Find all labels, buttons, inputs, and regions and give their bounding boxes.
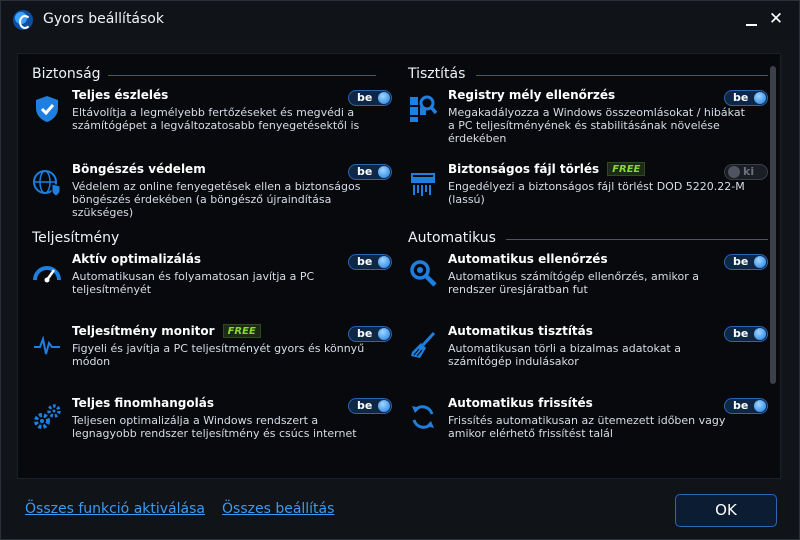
- shield-check-icon: [32, 94, 64, 126]
- section-divider: [506, 239, 768, 240]
- toggle-knob: [754, 92, 766, 104]
- setting-name: Teljes észlelés: [72, 88, 169, 102]
- auto-clean-toggle[interactable]: [724, 326, 768, 342]
- shredder-icon: [408, 168, 440, 200]
- setting-description: Megakadályozza a Windows összeomlásokat / hibákat a PC teljesítményének és stabilitásának növelése érdekében: [448, 106, 745, 145]
- setting-name: Automatikus frissítés: [448, 396, 593, 410]
- toggle-label: be: [733, 399, 749, 412]
- setting-registry-deep-scan: [408, 88, 768, 162]
- setting-auto-scan: [408, 252, 768, 324]
- auto-update-toggle[interactable]: [724, 398, 768, 414]
- setting-name: Automatikus tisztítás: [448, 324, 593, 338]
- setting-secure-file-delete: [408, 162, 768, 220]
- section-automatic: [408, 230, 768, 252]
- setting-auto-clean: [408, 324, 768, 396]
- setting-description: Engedélyezi a biztonságos fájl törlést DOD 5220.22-M (lassú): [448, 180, 745, 206]
- setting-description: Figyeli és javítja a PC teljesítményét gyors és könnyű módon: [72, 342, 365, 368]
- auto-scan-toggle[interactable]: [724, 254, 768, 270]
- globe-shield-icon: [32, 168, 64, 200]
- setting-name: Automatikus ellenőrzés: [448, 252, 608, 266]
- toggle-knob: [378, 400, 390, 412]
- setting-auto-update: [408, 396, 768, 468]
- section-title: Biztonság: [32, 66, 101, 82]
- toggle-label: be: [733, 91, 749, 104]
- setting-full-tuning: [32, 396, 392, 468]
- left-column: [32, 54, 392, 468]
- toggle-knob: [754, 328, 766, 340]
- all-settings-link[interactable]: Összes beállítás: [222, 501, 335, 517]
- gears-icon: [32, 402, 64, 434]
- toggle-label: be: [357, 255, 373, 268]
- setting-name: Biztonságos fájl törlés: [448, 162, 600, 176]
- scrollbar[interactable]: [770, 66, 776, 384]
- settings-panel: [17, 53, 781, 479]
- setting-name-row: [72, 324, 261, 338]
- section-divider: [476, 75, 768, 76]
- setting-description: Automatikus számítógép ellenőrzés, amikor a rendszer üresjáratban fut: [448, 270, 700, 296]
- setting-description: Eltávolítja a legmélyebb fertőzéseket és megvédi a számítógépet a legváltozatosabb fenyegetésektől is: [72, 106, 360, 132]
- magnifier-icon: [408, 258, 440, 290]
- toggle-label: be: [357, 165, 373, 178]
- refresh-icon: [408, 402, 440, 434]
- performance-monitor-toggle[interactable]: [348, 326, 392, 342]
- toggle-label: be: [357, 399, 373, 412]
- setting-name-row: [448, 162, 645, 176]
- setting-description: Védelem az online fenyegetések ellen a biztonságos böngészés érdekében (a böngésző újraindítása szükséges): [72, 180, 361, 219]
- section-performance: [32, 230, 392, 252]
- window-title: Gyors beállítások: [43, 11, 164, 27]
- setting-active-optimization: [32, 252, 392, 324]
- registry-deep-scan-toggle[interactable]: [724, 90, 768, 106]
- section-title: Tisztítás: [408, 66, 466, 82]
- section-cleaning: [408, 66, 768, 88]
- toggle-label: be: [357, 91, 373, 104]
- toggle-knob: [378, 166, 390, 178]
- setting-description: Automatikusan és folyamatosan javítja a PC teljesítményét: [72, 270, 315, 296]
- toggle-knob: [378, 92, 390, 104]
- right-column: [408, 54, 768, 468]
- setting-performance-monitor: [32, 324, 392, 396]
- setting-full-detection: [32, 88, 392, 162]
- section-security: [32, 66, 392, 88]
- setting-name: Aktív optimalizálás: [72, 252, 202, 266]
- section-divider: [108, 75, 376, 76]
- full-detection-toggle[interactable]: [348, 90, 392, 106]
- registry-search-icon: [408, 94, 440, 126]
- footer: [1, 481, 799, 539]
- section-title: Automatikus: [408, 230, 496, 246]
- toggle-label: be: [733, 327, 749, 340]
- pulse-icon: [32, 330, 64, 362]
- broom-icon: [408, 330, 440, 362]
- toggle-knob: [378, 328, 390, 340]
- setting-name: Registry mély ellenőrzés: [448, 88, 616, 102]
- minimize-button[interactable]: [741, 8, 763, 30]
- free-badge: FREE: [607, 162, 645, 176]
- free-badge: FREE: [223, 324, 261, 338]
- toggle-knob: [754, 400, 766, 412]
- setting-name: Teljesítmény monitor: [72, 324, 215, 338]
- toggle-label: ki: [743, 165, 755, 178]
- activate-all-link[interactable]: Összes funkció aktiválása: [25, 501, 205, 517]
- close-button[interactable]: ✕: [768, 9, 784, 29]
- toggle-knob: [378, 256, 390, 268]
- setting-description: Automatikusan törli a bizalmas adatokat a számítógép indulásakor: [448, 342, 681, 368]
- ok-button[interactable]: OK: [675, 494, 777, 527]
- title-bar: [1, 1, 799, 39]
- full-tuning-toggle[interactable]: [348, 398, 392, 414]
- toggle-label: be: [733, 255, 749, 268]
- setting-name: Teljes finomhangolás: [72, 396, 214, 410]
- setting-browsing-protection: [32, 162, 392, 220]
- toggle-knob: [728, 166, 740, 178]
- browsing-protection-toggle[interactable]: [348, 164, 392, 180]
- speedometer-icon: [32, 258, 64, 290]
- app-logo-icon: [13, 10, 33, 30]
- section-title: Teljesítmény: [32, 230, 120, 246]
- secure-file-delete-toggle[interactable]: [724, 164, 768, 180]
- toggle-knob: [754, 256, 766, 268]
- setting-description: Teljesen optimalizálja a Windows rendszert a legnagyobb rendszer teljesítmény és csúcs internet: [72, 414, 357, 440]
- active-optimization-toggle[interactable]: [348, 254, 392, 270]
- setting-description: Frissítés automatikusan az ütemezett időben vagy amikor elérhető frissítést talál: [448, 414, 726, 440]
- setting-name: Böngészés védelem: [72, 162, 206, 176]
- toggle-label: be: [357, 327, 373, 340]
